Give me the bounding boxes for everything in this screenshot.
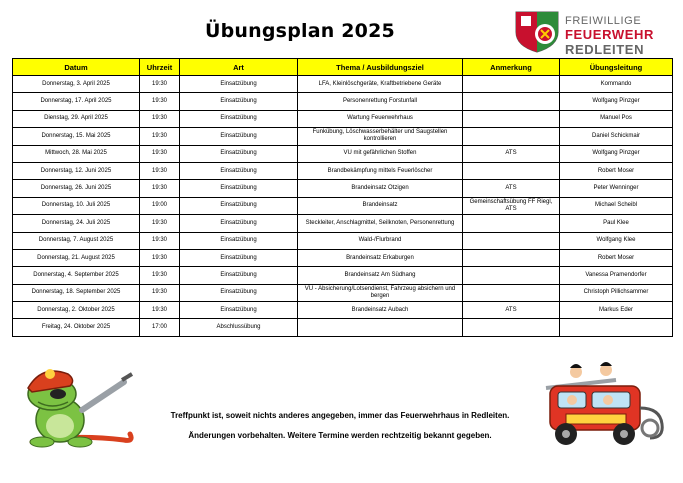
cell-leitung: Manuel Pos bbox=[560, 110, 673, 127]
cell-art: Einsatzübung bbox=[180, 215, 298, 232]
cell-leitung: Vanessa Pramendorfer bbox=[560, 267, 673, 284]
cell-anmerkung bbox=[463, 267, 560, 284]
crest-icon bbox=[512, 10, 562, 54]
column-header-datum: Datum bbox=[13, 59, 140, 76]
cell-anmerkung: Gemeinschaftsübung FF Riegl, ATS bbox=[463, 197, 560, 214]
column-header-art: Art bbox=[180, 59, 298, 76]
table-row bbox=[13, 128, 673, 145]
cell-thema bbox=[298, 319, 463, 336]
cell-leitung: Christoph Pillichsammer bbox=[560, 284, 673, 301]
cell-anmerkung bbox=[463, 232, 560, 249]
changes-reserved-note: Änderungen vorbehalten. Weitere Termine werden rechtzeitig bekannt gegeben. bbox=[188, 431, 492, 440]
table-row bbox=[13, 215, 673, 232]
cell-anmerkung bbox=[463, 110, 560, 127]
cell-uhrzeit: 19:30 bbox=[140, 162, 180, 179]
cell-art: Einsatzübung bbox=[180, 110, 298, 127]
column-header-uhrzeit: Uhrzeit bbox=[140, 59, 180, 76]
cell-leitung: Wolfgang Klee bbox=[560, 232, 673, 249]
cell-art: Einsatzübung bbox=[180, 284, 298, 301]
cell-datum: Donnerstag, 21. August 2025 bbox=[13, 249, 140, 266]
column-header-anmerkung: Anmerkung bbox=[463, 59, 560, 76]
cell-art: Einsatzübung bbox=[180, 232, 298, 249]
cell-thema: VU - Absicherung/Lotsendienst, Fahrzeug absichern und bergen bbox=[298, 284, 463, 301]
cell-thema: Brandeinsatz bbox=[298, 197, 463, 214]
cell-uhrzeit: 19:30 bbox=[140, 249, 180, 266]
cell-leitung: Robert Moser bbox=[560, 249, 673, 266]
cell-anmerkung: ATS bbox=[463, 180, 560, 197]
table-row bbox=[13, 93, 673, 110]
table-row bbox=[13, 319, 673, 336]
training-schedule-table bbox=[12, 58, 673, 337]
cell-anmerkung bbox=[463, 215, 560, 232]
cell-art: Einsatzübung bbox=[180, 180, 298, 197]
cell-leitung: Wolfgang Pinzger bbox=[560, 145, 673, 162]
cell-anmerkung bbox=[463, 319, 560, 336]
cell-uhrzeit: 17:00 bbox=[140, 319, 180, 336]
cell-uhrzeit: 19:30 bbox=[140, 76, 180, 93]
cell-leitung: Paul Klee bbox=[560, 215, 673, 232]
cell-anmerkung bbox=[463, 76, 560, 93]
cell-datum: Donnerstag, 15. Mai 2025 bbox=[13, 128, 140, 145]
cell-leitung: Michael Scheibl bbox=[560, 197, 673, 214]
cell-art: Einsatzübung bbox=[180, 302, 298, 319]
cell-anmerkung: ATS bbox=[463, 302, 560, 319]
cell-datum: Donnerstag, 7. August 2025 bbox=[13, 232, 140, 249]
cell-art: Einsatzübung bbox=[180, 128, 298, 145]
fire-department-logo bbox=[510, 8, 680, 58]
fire-truck-illustration bbox=[536, 358, 671, 450]
cell-anmerkung bbox=[463, 249, 560, 266]
table-row bbox=[13, 302, 673, 319]
table-row bbox=[13, 249, 673, 266]
cell-uhrzeit: 19:30 bbox=[140, 180, 180, 197]
cell-thema: LFA, Kleinlöschgeräte, Kraftbetriebene Geräte bbox=[298, 76, 463, 93]
cell-uhrzeit: 19:30 bbox=[140, 145, 180, 162]
cell-uhrzeit: 19:30 bbox=[140, 128, 180, 145]
table-row bbox=[13, 267, 673, 284]
cell-anmerkung bbox=[463, 93, 560, 110]
cell-leitung: Robert Moser bbox=[560, 162, 673, 179]
table-row bbox=[13, 145, 673, 162]
cell-datum: Donnerstag, 4. September 2025 bbox=[13, 267, 140, 284]
table-header-row bbox=[13, 59, 673, 76]
cell-leitung bbox=[560, 319, 673, 336]
cell-datum: Donnerstag, 17. April 2025 bbox=[13, 93, 140, 110]
table-row bbox=[13, 162, 673, 179]
cell-thema: Brandeinsatz Am Südhang bbox=[298, 267, 463, 284]
cell-anmerkung bbox=[463, 162, 560, 179]
cell-art: Einsatzübung bbox=[180, 93, 298, 110]
cell-leitung: Daniel Schickmair bbox=[560, 128, 673, 145]
logo-line-feuerwehr: FEUERWEHR bbox=[565, 27, 654, 42]
cell-uhrzeit: 19:30 bbox=[140, 284, 180, 301]
cell-art: Abschlussübung bbox=[180, 319, 298, 336]
cell-datum: Donnerstag, 24. Juli 2025 bbox=[13, 215, 140, 232]
meeting-point-note: Treffpunkt ist, soweit nichts anderes angegeben, immer das Feuerwehrhaus in Redleiten. bbox=[170, 411, 510, 420]
cell-art: Einsatzübung bbox=[180, 145, 298, 162]
cell-art: Einsatzübung bbox=[180, 76, 298, 93]
table-row bbox=[13, 110, 673, 127]
cell-uhrzeit: 19:30 bbox=[140, 110, 180, 127]
table-row bbox=[13, 284, 673, 301]
frog-firefighter-illustration bbox=[12, 362, 142, 450]
cell-uhrzeit: 19:30 bbox=[140, 302, 180, 319]
cell-datum: Donnerstag, 2. Oktober 2025 bbox=[13, 302, 140, 319]
cell-datum: Dienstag, 29. April 2025 bbox=[13, 110, 140, 127]
cell-uhrzeit: 19:30 bbox=[140, 93, 180, 110]
cell-datum: Mittwoch, 28. Mai 2025 bbox=[13, 145, 140, 162]
column-header-leitung: Übungsleitung bbox=[560, 59, 673, 76]
cell-anmerkung bbox=[463, 284, 560, 301]
cell-datum: Donnerstag, 3. April 2025 bbox=[13, 76, 140, 93]
cell-leitung: Wolfgang Pinzger bbox=[560, 93, 673, 110]
cell-datum: Donnerstag, 26. Juni 2025 bbox=[13, 180, 140, 197]
page-title: Übungsplan 2025 bbox=[205, 20, 395, 42]
table-row bbox=[13, 197, 673, 214]
cell-art: Einsatzübung bbox=[180, 249, 298, 266]
cell-thema: Funkübung, Löschwasserbehälter und Saugstellen kontrollieren bbox=[298, 128, 463, 145]
cell-leitung: Kommando bbox=[560, 76, 673, 93]
cell-uhrzeit: 19:30 bbox=[140, 232, 180, 249]
column-header-thema: Thema / Ausbildungsziel bbox=[298, 59, 463, 76]
table-row bbox=[13, 76, 673, 93]
cell-datum: Freitag, 24. Oktober 2025 bbox=[13, 319, 140, 336]
cell-thema: Wartung Feuerwehrhaus bbox=[298, 110, 463, 127]
cell-anmerkung bbox=[463, 128, 560, 145]
table-row bbox=[13, 232, 673, 249]
cell-art: Einsatzübung bbox=[180, 162, 298, 179]
cell-thema: Brandeinsatz Aubach bbox=[298, 302, 463, 319]
cell-art: Einsatzübung bbox=[180, 197, 298, 214]
cell-thema: Brandeinsatz Erkaburgen bbox=[298, 249, 463, 266]
cell-datum: Donnerstag, 18. September 2025 bbox=[13, 284, 140, 301]
cell-thema: Personenrettung Forstunfall bbox=[298, 93, 463, 110]
cell-datum: Donnerstag, 10. Juli 2025 bbox=[13, 197, 140, 214]
cell-anmerkung: ATS bbox=[463, 145, 560, 162]
cell-leitung: Markus Eder bbox=[560, 302, 673, 319]
table-row bbox=[13, 180, 673, 197]
cell-uhrzeit: 19:30 bbox=[140, 267, 180, 284]
cell-thema: Steckleiter, Anschlagmittel, Seilknoten, Personenrettung bbox=[298, 215, 463, 232]
cell-thema: VU mit gefährlichen Stoffen bbox=[298, 145, 463, 162]
cell-uhrzeit: 19:00 bbox=[140, 197, 180, 214]
cell-thema: Brandeinsatz Otzigen bbox=[298, 180, 463, 197]
cell-thema: Wald-/Flurbrand bbox=[298, 232, 463, 249]
cell-datum: Donnerstag, 12. Juni 2025 bbox=[13, 162, 140, 179]
cell-thema: Brandbekämpfung mittels Feuerlöscher bbox=[298, 162, 463, 179]
logo-line-redleiten: REDLEITEN bbox=[565, 42, 645, 57]
cell-uhrzeit: 19:30 bbox=[140, 215, 180, 232]
cell-leitung: Peter Wenninger bbox=[560, 180, 673, 197]
cell-art: Einsatzübung bbox=[180, 267, 298, 284]
logo-line-freiwillige: FREIWILLIGE bbox=[565, 15, 642, 27]
